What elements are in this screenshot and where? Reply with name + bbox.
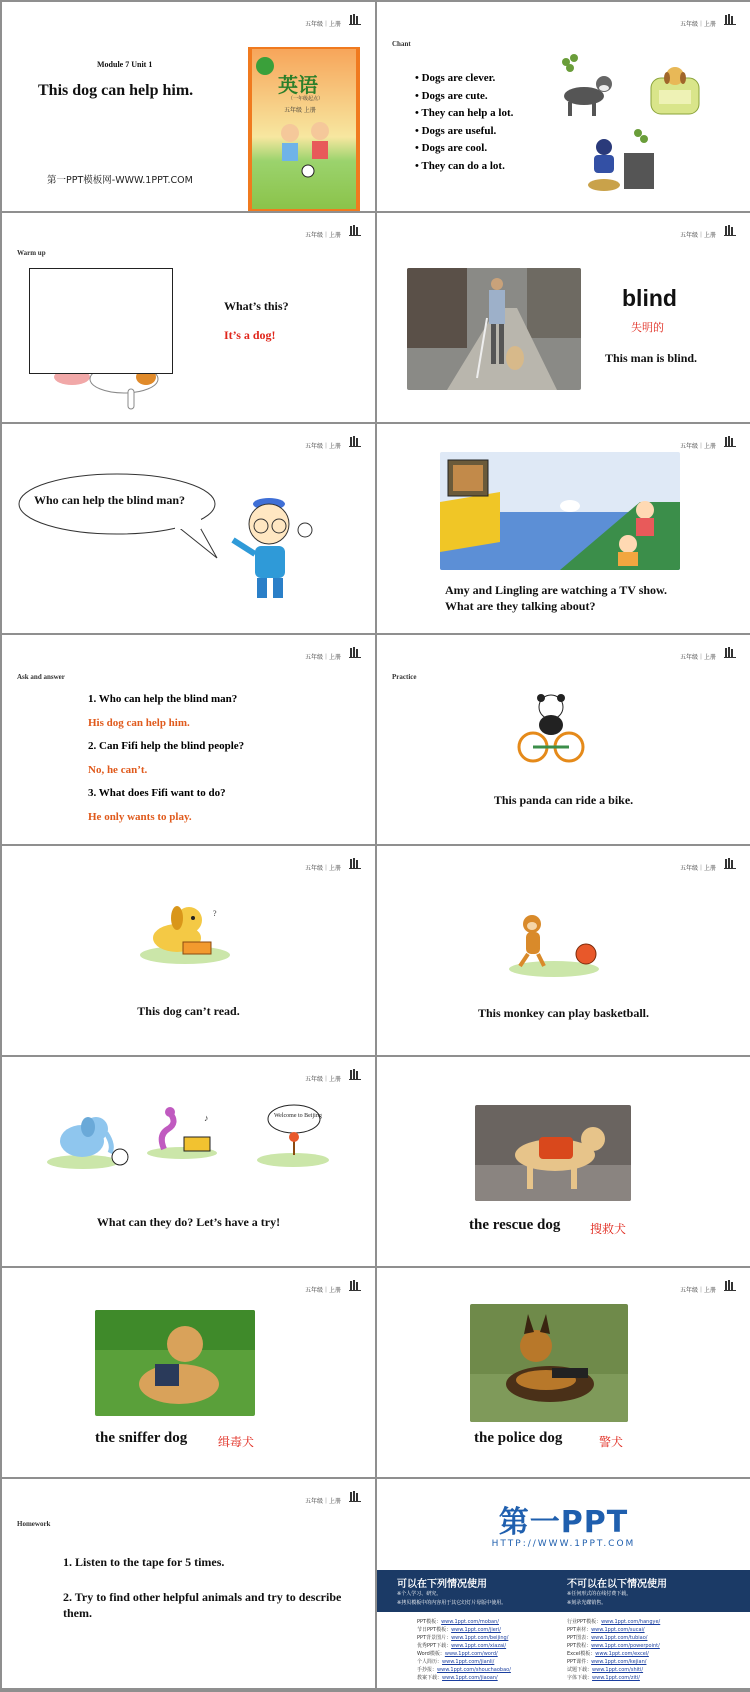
slide-8[interactable] [377, 635, 750, 844]
book-logo-icon [349, 1490, 361, 1502]
links-right [567, 1618, 660, 1682]
homework-item-1: 1. Listen to the tape for 5 times. [63, 1555, 225, 1569]
grade-label: 五年级｜上册 [304, 865, 341, 872]
question-1: 1. Who can help the blind man? [88, 693, 238, 705]
link[interactable]: www.1ppt.com/kejian/ [591, 1659, 647, 1665]
link[interactable]: www.1ppt.com/hangye/ [601, 1619, 661, 1625]
answer-1: His dog can help him. [88, 716, 190, 729]
chant-line: • Dogs are useful. [415, 124, 497, 137]
grade-label: 五年级｜上册 [304, 232, 341, 239]
link-row[interactable]: 个人简历：www.1ppt.com/jianli/ [417, 1659, 495, 1665]
section-label: Chant [392, 40, 411, 48]
slide-3[interactable] [2, 213, 375, 422]
link[interactable]: www.1ppt.com/beijing/ [451, 1635, 509, 1641]
book-logo-icon [349, 1068, 361, 1080]
kids-soccer-illustration [270, 119, 342, 179]
answer-2: No, he can’t. [88, 763, 148, 776]
police-dog-illustration [582, 127, 662, 195]
link-row[interactable]: 节日PPT模板：www.1ppt.com/jieri/ [417, 1627, 501, 1633]
allowed-title: 可以在下列情况使用 [397, 1579, 487, 1590]
green-logo-icon [256, 57, 274, 75]
book-logo-icon [349, 435, 361, 447]
link[interactable]: www.1ppt.com/jieri/ [451, 1627, 501, 1633]
dog-type-english: the rescue dog [469, 1217, 561, 1233]
slide-11[interactable] [2, 1057, 375, 1266]
svg-text:?: ? [213, 909, 217, 918]
link[interactable]: www.1ppt.com/excel/ [595, 1651, 649, 1657]
link-row[interactable]: PPT图表：www.1ppt.com/tubiao/ [567, 1635, 648, 1641]
question-2: 2. Can Fifi help the blind people? [88, 740, 245, 752]
panda-on-bike-illustration [517, 693, 587, 765]
slide-12[interactable] [377, 1057, 750, 1266]
dog-type-english: the sniffer dog [95, 1430, 188, 1446]
link-row[interactable]: 优秀PPT下载：www.1ppt.com/xiazai/ [417, 1643, 507, 1649]
book-logo-icon [349, 13, 361, 25]
bird-sign-illustration [264, 1103, 334, 1163]
chant-line: • Dogs are cool. [415, 142, 488, 154]
links-left [417, 1618, 511, 1682]
book-logo-icon [349, 1279, 361, 1291]
grade-label: 五年级｜上册 [304, 1076, 341, 1083]
link[interactable]: www.1ppt.com/jiaoan/ [442, 1675, 498, 1681]
usage-banner [377, 1570, 750, 1612]
link-row[interactable]: PPT教程：www.1ppt.com/powerpoint/ [567, 1643, 660, 1649]
link-row[interactable]: 字体下载：www.1ppt.com/ziti/ [567, 1675, 640, 1681]
chant-list [415, 70, 513, 175]
book-title: 英语 [278, 73, 318, 97]
chant-line: • They can do a lot. [415, 159, 505, 172]
example-sentence: This man is blind. [605, 351, 698, 365]
grade-label: 五年级｜上册 [679, 654, 716, 661]
speech-bubble [17, 472, 227, 564]
link-row[interactable]: 试题下载：www.1ppt.com/shiti/ [567, 1667, 644, 1673]
module-label: Module 7 Unit 1 [97, 60, 153, 69]
grade-label: 五年级｜上册 [304, 1498, 341, 1505]
grade-label: 五年级｜上册 [679, 865, 716, 872]
slide-13[interactable] [2, 1268, 375, 1477]
grade-label: 五年级｜上册 [304, 21, 341, 28]
qa-list [88, 693, 244, 834]
book-grade: 五年级 上册 [284, 107, 316, 114]
book-logo-icon [724, 1279, 736, 1291]
slide-15[interactable] [2, 1479, 375, 1688]
book-logo-icon [724, 857, 736, 869]
link[interactable]: www.1ppt.com/ziti/ [592, 1675, 640, 1681]
chant-line: • They can help a lot. [415, 107, 514, 119]
slide-9[interactable] [2, 846, 375, 1055]
book-logo-icon [724, 13, 736, 25]
site-watermark: 第一PPT模板网-WWW.1PPT.COM [47, 175, 193, 186]
grade-label: 五年级｜上册 [679, 21, 716, 28]
link-row[interactable]: PPT模板：www.1ppt.com/moban/ [417, 1619, 499, 1625]
link-row[interactable]: PPT背景图片：www.1ppt.com/beijing/ [417, 1635, 509, 1641]
link-row[interactable]: PPT素材：www.1ppt.com/sucai/ [567, 1627, 645, 1633]
link-row[interactable]: 教案下载：www.1ppt.com/jiaoan/ [417, 1675, 498, 1681]
dog-type-chinese: 警犬 [599, 1435, 624, 1449]
hidden-picture-box [29, 268, 173, 374]
slide-16[interactable] [377, 1479, 750, 1688]
scene-description: Amy and Lingling are watching a TV show. What are they talking about? [445, 583, 668, 613]
link[interactable]: www.1ppt.com/shiti/ [592, 1667, 644, 1673]
slide-10[interactable] [377, 846, 750, 1055]
vocab-word: blind [622, 285, 677, 311]
slide-14[interactable] [377, 1268, 750, 1477]
welcome-sign-text: Welcome to Beijing [274, 1113, 322, 1119]
book-logo-icon [349, 224, 361, 236]
forbidden-title: 不可以在以下情况使用 [567, 1579, 667, 1590]
link-row[interactable]: 手抄报：www.1ppt.com/shouchaobao/ [417, 1667, 511, 1673]
forbidden-item: ※任何形式的在线付费下载。 [567, 1591, 632, 1597]
slide-5[interactable] [2, 424, 375, 633]
brand-url: HTTP://WWW.1PPT.COM [491, 1539, 636, 1549]
section-label: Ask and answer [17, 673, 65, 681]
book-logo-icon [349, 857, 361, 869]
section-label: Warm up [17, 249, 46, 257]
allowed-item: ※拷贝模板中的内容用于其它幻灯片母版中使用。 [397, 1600, 507, 1606]
practice-sentence: This panda can ride a bike. [493, 793, 634, 807]
slide-2[interactable] [377, 2, 750, 211]
section-label: Homework [17, 1520, 51, 1528]
link-row[interactable]: Word模板：www.1ppt.com/word/ [417, 1651, 498, 1657]
grade-label: 五年级｜上册 [304, 443, 341, 450]
snake-radio-illustration [154, 1105, 224, 1157]
link[interactable]: www.1ppt.com/powerpoint/ [591, 1643, 660, 1649]
brand-logo: 第一PPT [498, 1505, 629, 1540]
question-text: What’s this? [224, 299, 289, 313]
book-logo-icon [724, 224, 736, 236]
slide-4[interactable] [377, 213, 750, 422]
dog-on-armchair-illustration [645, 60, 705, 120]
rescue-dog-photo [475, 1105, 631, 1201]
bubble-question: Who can help the blind man? [34, 493, 186, 507]
blind-man-photo [407, 268, 581, 390]
activity-prompt: What can they do? Let’s have a try! [96, 1215, 281, 1229]
link[interactable]: www.1ppt.com/shouchaobao/ [437, 1667, 511, 1673]
link-row[interactable]: 行业PPT模板：www.1ppt.com/hangye/ [567, 1619, 661, 1625]
elephant-soccer-illustration [52, 1111, 132, 1169]
slide-title: This dog can help him. [38, 82, 194, 99]
link[interactable]: www.1ppt.com/jianli/ [442, 1659, 495, 1665]
link-row[interactable]: Excel模板：www.1ppt.com/excel/ [567, 1651, 649, 1657]
link[interactable]: www.1ppt.com/xiazai/ [451, 1643, 507, 1649]
book-subtitle: （一年级起点） [288, 96, 324, 102]
chant-line: • Dogs are clever. [415, 72, 496, 84]
book-logo-icon [349, 646, 361, 658]
grade-label: 五年级｜上册 [679, 232, 716, 239]
boy-with-glasses-illustration [227, 494, 327, 614]
grade-label: 五年级｜上册 [679, 1287, 716, 1294]
link[interactable]: www.1ppt.com/sucai/ [591, 1627, 645, 1633]
husky-dog-illustration [552, 52, 616, 122]
monkey-basketball-illustration [512, 914, 602, 970]
book-logo-icon [724, 646, 736, 658]
section-label: Practice [392, 673, 417, 681]
link[interactable]: www.1ppt.com/word/ [444, 1651, 498, 1657]
vocab-translation: 失明的 [631, 321, 664, 334]
allowed-item: ※个人学习、研究。 [397, 1591, 442, 1597]
link-row[interactable]: PPT课件：www.1ppt.com/kejian/ [567, 1659, 647, 1665]
police-dog-photo [470, 1304, 628, 1422]
dog-type-chinese: 缉毒犬 [218, 1435, 255, 1449]
link[interactable]: www.1ppt.com/moban/ [441, 1619, 499, 1625]
grade-label: 五年级｜上册 [304, 654, 341, 661]
slide-7[interactable] [2, 635, 375, 844]
slide-6[interactable] [377, 424, 750, 633]
dog-type-english: the police dog [474, 1430, 563, 1446]
example-sentence: This monkey can play basketball. [477, 1006, 650, 1020]
example-sentence: This dog can’t read. [137, 1004, 240, 1018]
chant-line: • Dogs are cute. [415, 89, 488, 102]
book-logo-icon [724, 435, 736, 447]
grade-label: 五年级｜上册 [679, 443, 716, 450]
textbook-cover [248, 47, 360, 211]
grade-label: 五年级｜上册 [304, 1287, 341, 1294]
svg-text:♪: ♪ [204, 1113, 209, 1123]
dog-type-chinese: 搜救犬 [590, 1222, 627, 1236]
dog-reading-book-illustration [147, 904, 227, 960]
homework-item-2: 2. Try to find other helpful animals and try to describe them. [63, 1590, 342, 1620]
question-3: 3. What does Fifi want to do? [88, 787, 226, 799]
sniffer-dog-photo [95, 1310, 255, 1416]
tv-room-illustration [440, 452, 680, 570]
answer-3: He only wants to play. [88, 810, 192, 823]
forbidden-item: ※刻录光碟销售。 [567, 1600, 607, 1606]
link[interactable]: www.1ppt.com/tubiao/ [591, 1635, 648, 1641]
answer-text: It’s a dog! [224, 328, 276, 342]
slide-1[interactable] [2, 2, 375, 211]
